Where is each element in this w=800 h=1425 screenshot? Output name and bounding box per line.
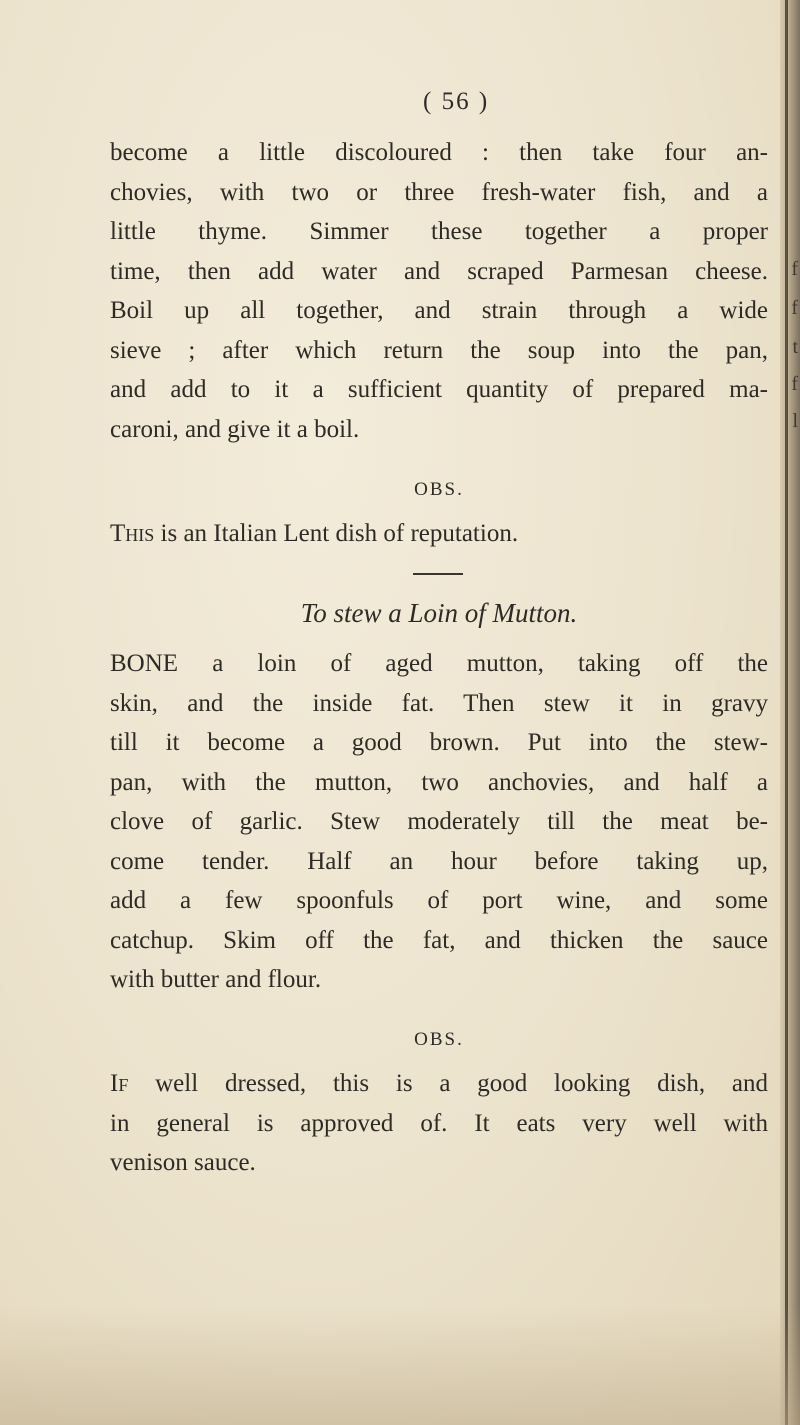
text-line: skin, and the inside fat. Then stew it in gravy	[110, 689, 768, 717]
first-word: If	[110, 1070, 129, 1097]
text-line: come tender. Half an hour before taking up,	[110, 847, 768, 875]
obs-note-2	[110, 1064, 768, 1183]
facing-page-fragment: f	[791, 297, 798, 319]
page-bottom-shadow	[0, 1305, 800, 1425]
text-line: pan, with the mutton, two anchovies, and half a	[110, 768, 768, 796]
facing-page-fragment: l	[792, 410, 798, 432]
text-line: time, then add water and scraped Parmesan cheese.	[110, 257, 768, 285]
binding-gutter	[780, 0, 800, 1425]
binding-edge-line	[785, 0, 788, 1425]
facing-page-fragment: f	[791, 258, 798, 280]
facing-page-fragment: t	[792, 336, 798, 358]
page-number: ( 56 )	[423, 88, 490, 115]
section-divider	[413, 573, 463, 575]
text-line: chovies, with two or three fresh-water fish, and a	[110, 178, 768, 206]
obs-note-text: well dressed, this is a good looking dish, and	[128, 1070, 768, 1097]
text-line: become a little discoloured : then take four an-	[110, 139, 768, 166]
text-line: BONE a loin of aged mutton, taking off the	[110, 650, 768, 677]
soup-paragraph	[110, 133, 768, 449]
text-line: catchup. Skim off the fat, and thicken the sauce	[110, 926, 768, 954]
text-line: venison sauce.	[110, 1149, 256, 1176]
text-line: and add to it a sufficient quantity of prepared ma-	[110, 376, 768, 403]
obs-note-text: is an Italian Lent dish of reputation.	[154, 520, 519, 547]
text-line	[110, 514, 768, 554]
text-line: clove of garlic. Stew moderately till the meat be-	[110, 808, 768, 835]
text-line: with butter and flour.	[110, 966, 322, 993]
obs-heading: OBS.	[414, 1029, 464, 1050]
text-line: in general is approved of. It eats very well with	[110, 1109, 768, 1137]
text-line: little thyme. Simmer these together a proper	[110, 218, 768, 245]
facing-page-fragment: f	[791, 373, 798, 395]
text-line	[110, 1064, 768, 1104]
text-line: add a few spoonfuls of port wine, and some	[110, 887, 768, 914]
text-line: sieve ; after which return the soup into the pan,	[110, 336, 768, 364]
text-line: Boil up all together, and strain through a wide	[110, 297, 768, 324]
text-line: till it become a good brown. Put into the stew-	[110, 729, 768, 756]
recipe-title: To stew a Loin of Mutton.	[300, 598, 578, 628]
first-word: This	[110, 520, 155, 547]
obs-note-1	[110, 514, 768, 554]
text-line: caroni, and give it a boil.	[110, 415, 360, 443]
mutton-recipe-paragraph	[110, 644, 768, 1000]
obs-heading: OBS.	[414, 479, 464, 500]
